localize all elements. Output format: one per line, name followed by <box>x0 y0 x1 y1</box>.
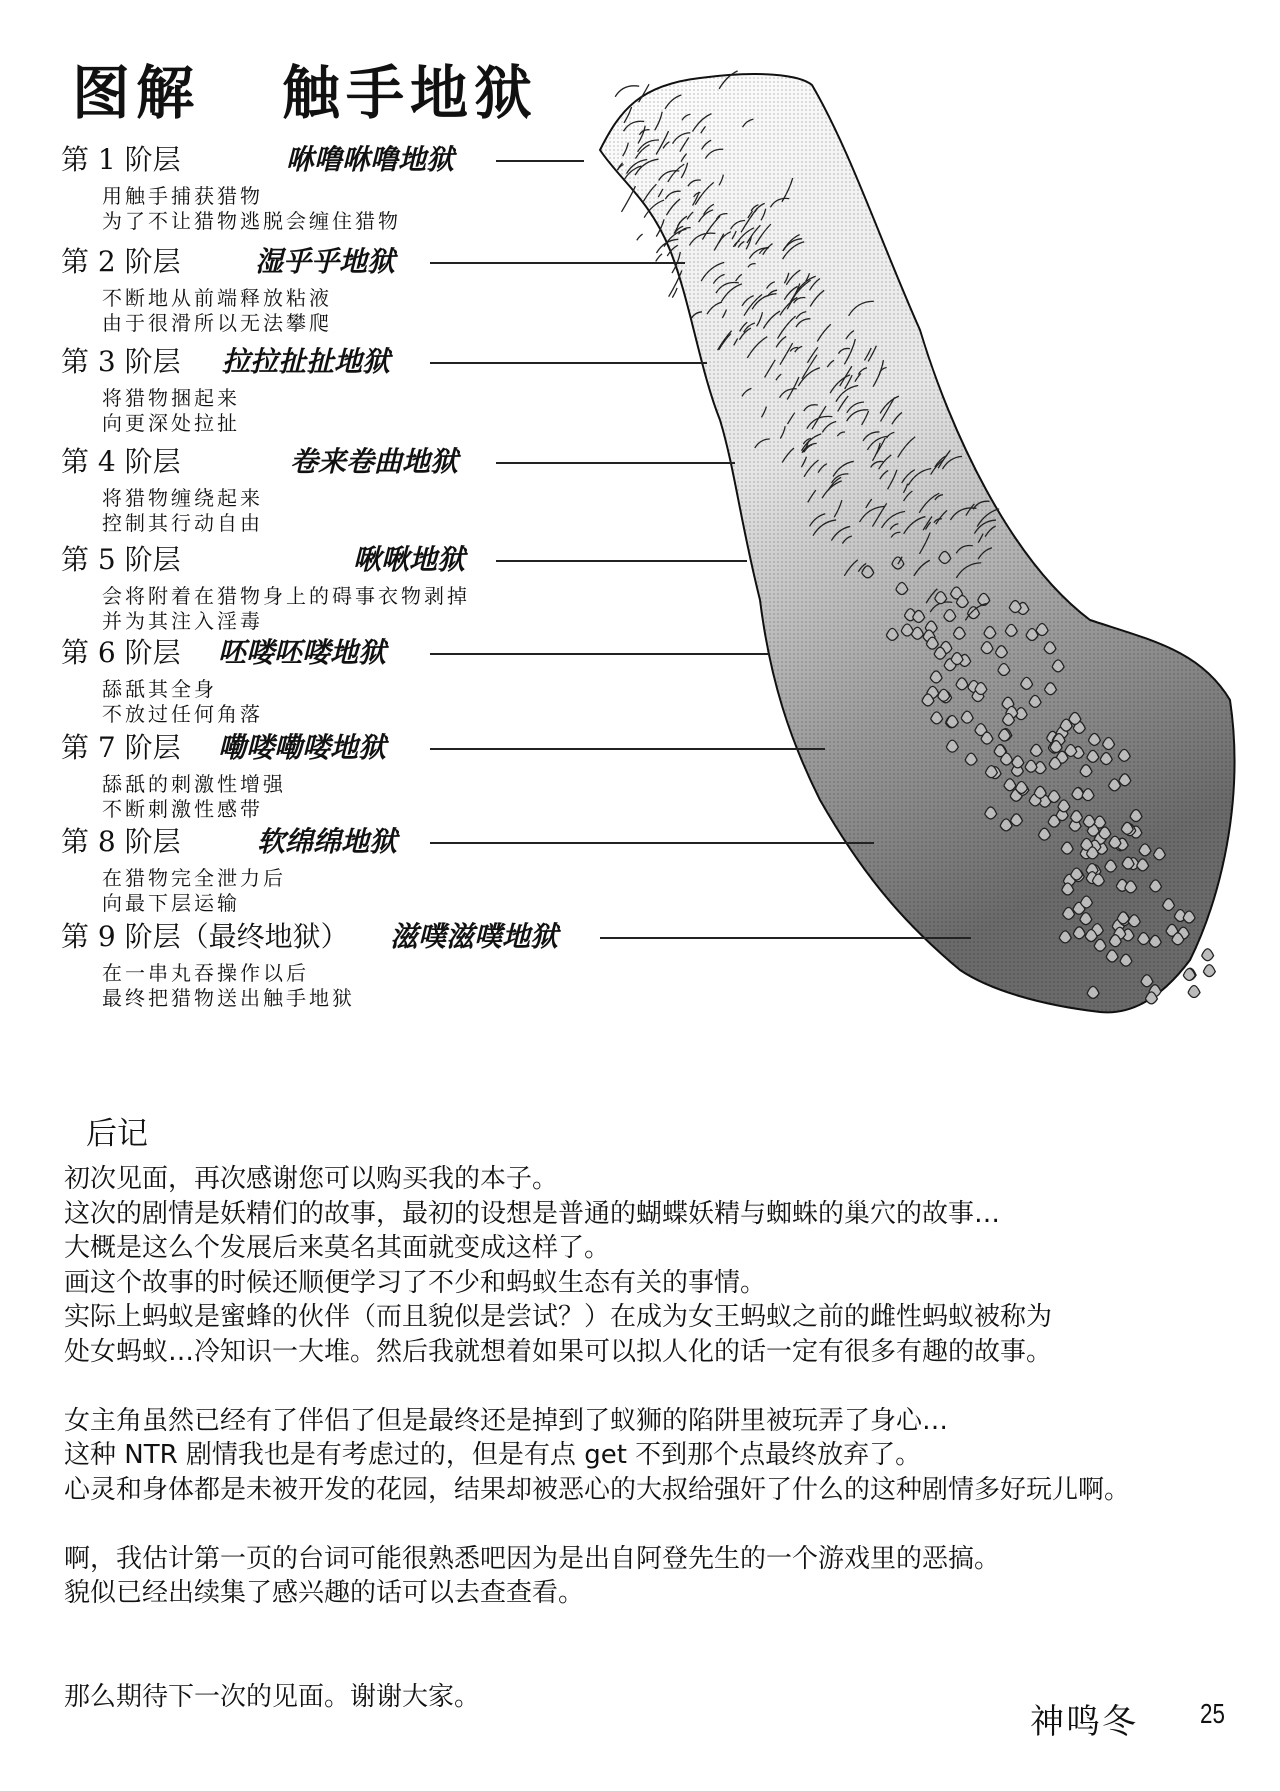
layer-description: 舔舐的刺激性增强 <box>102 772 286 796</box>
layer-heading: 第 4 阶层 <box>61 445 181 478</box>
afterword-line: 貌似已经出续集了感兴趣的话可以去查查看。 <box>64 1578 585 1608</box>
leader-line <box>430 362 707 364</box>
afterword-line <box>64 1645 1244 1680</box>
layer-description: 在猎物完全泄力后 <box>102 866 286 890</box>
layer-description: 会将附着在猎物身上的碍事衣物剥掉 <box>102 584 470 608</box>
leader-line <box>430 262 685 264</box>
afterword-line: 那么期待下一次的见面。谢谢大家。 <box>64 1681 481 1712</box>
tentacle-stroke <box>1188 986 1200 998</box>
layer-heading: 第 2 阶层 <box>61 245 181 278</box>
layer-name: 软绵绵地狱 <box>257 825 398 858</box>
layer-heading: 第 5 阶层 <box>61 543 181 576</box>
tentacle-stroke <box>1203 965 1215 977</box>
leader-line <box>430 748 825 750</box>
author-signature: 神鸣冬 <box>1030 1702 1138 1742</box>
leader-line <box>496 462 735 464</box>
layer-description: 向最下层运输 <box>102 891 240 915</box>
layer-description: 不断地从前端释放粘液 <box>102 286 332 310</box>
layer-description: 控制其行动自由 <box>102 511 263 535</box>
title-diagram: 图解 <box>72 59 201 127</box>
layer-heading: 第 7 阶层 <box>61 731 181 764</box>
tentacle-stroke <box>637 234 643 240</box>
leader-line <box>600 937 971 939</box>
layer-name: 拉拉扯扯地狱 <box>222 345 391 378</box>
tentacle-stroke <box>615 86 639 97</box>
layer-description: 将猎物缠绕起来 <box>102 486 263 510</box>
afterword-line: 这种 NTR 剧情我也是有考虑过的，但是有点 get 不到那个点最终放弃了。 <box>64 1440 922 1470</box>
afterword-line: 啊，我估计第一页的台词可能很熟悉吧因为是出自阿登先生的一个游戏里的恶搞。 <box>64 1543 1001 1574</box>
layer-name: 卷来卷曲地狱 <box>290 445 459 478</box>
layer-heading: 第 6 阶层 <box>61 636 181 669</box>
afterword-line: 实际上蚂蚁是蜜蜂的伙伴（而且貌似是尝试？）在成为女王蚂蚁之前的雌性蚂蚁被称为 <box>64 1302 1053 1332</box>
afterword-line <box>64 1369 1244 1404</box>
leader-line <box>496 160 584 162</box>
layer-name: 滋噗滋噗地狱 <box>390 920 559 953</box>
layer-heading: 第 9 阶层（最终地狱） <box>61 920 349 953</box>
afterword-line: 初次见面，再次感谢您可以购买我的本子。 <box>64 1164 559 1194</box>
afterword-line: 女主角虽然已经有了伴侣了但是最终还是掉到了蚁狮的陷阱里被玩弄了身心… <box>64 1405 949 1436</box>
layer-name: 咻噜咻噜地狱 <box>286 143 455 176</box>
leader-line <box>430 842 874 844</box>
layer-description: 舔舐其全身 <box>102 677 217 701</box>
layer-description: 为了不让猎物逃脱会缠住猎物 <box>102 209 401 233</box>
layer-description: 并为其注入淫毒 <box>102 609 263 633</box>
layer-description: 最终把猎物送出触手地狱 <box>102 986 355 1010</box>
afterword-body <box>64 1162 1244 1714</box>
layer-heading: 第 8 阶层 <box>61 825 181 858</box>
layer-description: 由于很滑所以无法攀爬 <box>102 311 332 335</box>
tentacle-stroke <box>1202 949 1214 961</box>
afterword-title: 后记 <box>86 1116 148 1152</box>
leader-line <box>430 653 769 655</box>
layer-description: 在一串丸吞操作以后 <box>102 961 309 985</box>
layer-name: 湿乎乎地狱 <box>255 245 396 278</box>
layer-name: 呸喽呸喽地狱 <box>218 636 387 669</box>
layer-description: 不断刺激性感带 <box>102 797 263 821</box>
layer-name: 嘞喽嘞喽地狱 <box>218 731 387 764</box>
layer-description: 向更深处拉扯 <box>102 411 240 435</box>
layer-description: 将猎物捆起来 <box>102 386 240 410</box>
afterword-line <box>64 1611 1244 1646</box>
layer-description: 不放过任何角落 <box>102 702 263 726</box>
layer-heading: 第 1 阶层 <box>61 143 181 176</box>
layer-description: 用触手捕获猎物 <box>102 184 263 208</box>
afterword-line: 大概是这么个发展后来莫名其面就变成这样了。 <box>64 1233 611 1263</box>
tentacle-stroke <box>656 254 662 262</box>
leader-line <box>496 560 747 562</box>
afterword-line: 处女蚂蚁…冷知识一大堆。然后我就想着如果可以拟人化的话一定有很多有趣的故事。 <box>64 1336 1053 1367</box>
afterword-line: 心灵和身体都是未被开发的花园，结果却被恶心的大叔给强奸了什么的这种剧情多好玩儿啊。 <box>64 1474 1131 1505</box>
tentacle-stroke <box>621 186 635 212</box>
page-number: 25 <box>1200 1698 1225 1729</box>
afterword-line: 这次的剧情是妖精们的故事，最初的设想是普通的蝴蝶妖精与蜘蛛的巢穴的故事… <box>64 1198 1001 1229</box>
afterword-line <box>64 1507 1244 1542</box>
afterword-line: 画这个故事的时候还顺便学习了不少和蚂蚁生态有关的事情。 <box>64 1267 767 1298</box>
title-tentacle-hell: 触手地狱 <box>282 59 539 127</box>
layer-name: 啾啾地狱 <box>353 543 466 576</box>
layer-heading: 第 3 阶层 <box>61 345 181 378</box>
